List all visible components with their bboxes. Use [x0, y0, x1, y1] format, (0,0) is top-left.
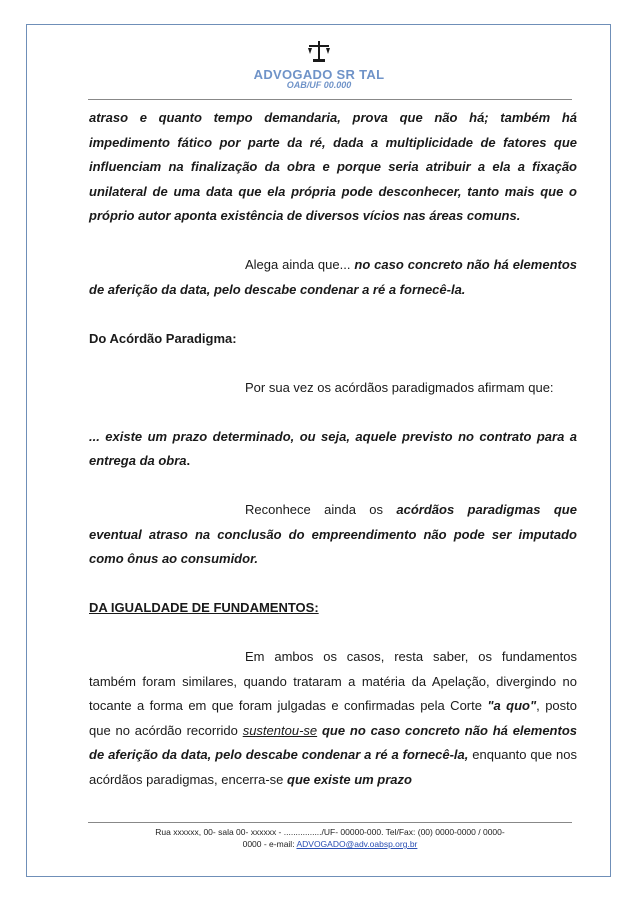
- document-body: [89, 106, 577, 792]
- paragraph-4: [89, 425, 577, 474]
- footer-email-link[interactable]: ADVOGADO@adv.oabsp.org.br: [296, 839, 418, 849]
- firm-oab-number: OAB/UF 00.000: [286, 80, 352, 90]
- paragraph-6-b: , posto que no acórdão recorrido: [89, 698, 577, 738]
- paragraph-3: Por sua vez os acórdãos paradigmados afirmam que:: [245, 379, 554, 395]
- paragraph-6-emphasis-2: que existe um prazo: [287, 771, 412, 787]
- paragraph-4-obra: obra: [158, 453, 187, 468]
- footer-email-label: 0000 - e-mail:: [242, 839, 297, 849]
- paragraph-6-emphasis-1: que no caso concreto não há elementos de aferição da data, pelo descabe condenar a ré a fornecê-la,: [89, 722, 577, 762]
- paragraph-2-lead: Alega ainda que...: [245, 257, 355, 272]
- paragraph-5-rest: que eventual atraso na conclusão do empreendimento não pode ser imputado como ônus ao consumidor.: [89, 502, 577, 566]
- firm-name: ADVOGADO SR TAL: [253, 67, 385, 82]
- footer-contact: [88, 838, 572, 850]
- paragraph-2: [89, 253, 577, 302]
- header-logo: [0, 40, 638, 64]
- section-heading-igualdade: DA IGUALDADE DE FUNDAMENTOS:: [89, 600, 319, 615]
- paragraph-4-end: .: [186, 453, 191, 468]
- section-heading-acordao-paradigma: Do Acórdão Paradigma:: [89, 330, 237, 346]
- paragraph-6-underlined: sustentou-se: [242, 722, 318, 738]
- paragraph-5-emphasis: acórdãos paradigmas: [396, 502, 541, 517]
- footer-address: Rua xxxxxx, 00- sala 00- xxxxxx - ................/UF- 00000-000. Tel/Fax: (00) 0000-0000 / 0000-: [155, 827, 505, 837]
- footer-divider: [88, 822, 572, 823]
- paragraph-4-text: ... existe um prazo determinado, ou seja, aquele previsto no contrato para a entrega da: [89, 428, 577, 468]
- paragraph-5: [89, 498, 577, 572]
- scales-of-justice-icon: [306, 40, 332, 64]
- header-divider: [88, 99, 572, 100]
- paragraph-6-a: Em ambos os casos, resta saber, os fundamentos também foram similares, quando trataram a matéria da Apelação, divergindo no tocante a forma em que foram julgadas e confirmadas pela Corte: [89, 649, 577, 713]
- paragraph-2-emphasis: no caso concreto não há elementos de aferição da data, pelo descabe condenar a ré a fornecê-la.: [89, 257, 578, 297]
- paragraph-5-lead: Reconhece ainda os: [245, 502, 397, 517]
- footer: [88, 826, 572, 850]
- paragraph-1: atraso e quanto tempo demandaria, prova que não há; também há impedimento fático por parte da ré, dada a multiplicidade de fatores que influenciam na finalização da obra e porque seria atribuir a ela a fixação unilateral de uma data que ela própria pode desconhecer, tanto mais que o próprio autor aponta existência de diversos vícios nas áreas comuns.: [89, 110, 577, 223]
- paragraph-6-quote: "a quo": [487, 698, 537, 713]
- paragraph-6-d: enquanto que nos acórdãos paradigmas, encerra-se: [89, 747, 577, 787]
- paragraph-6: [89, 645, 577, 792]
